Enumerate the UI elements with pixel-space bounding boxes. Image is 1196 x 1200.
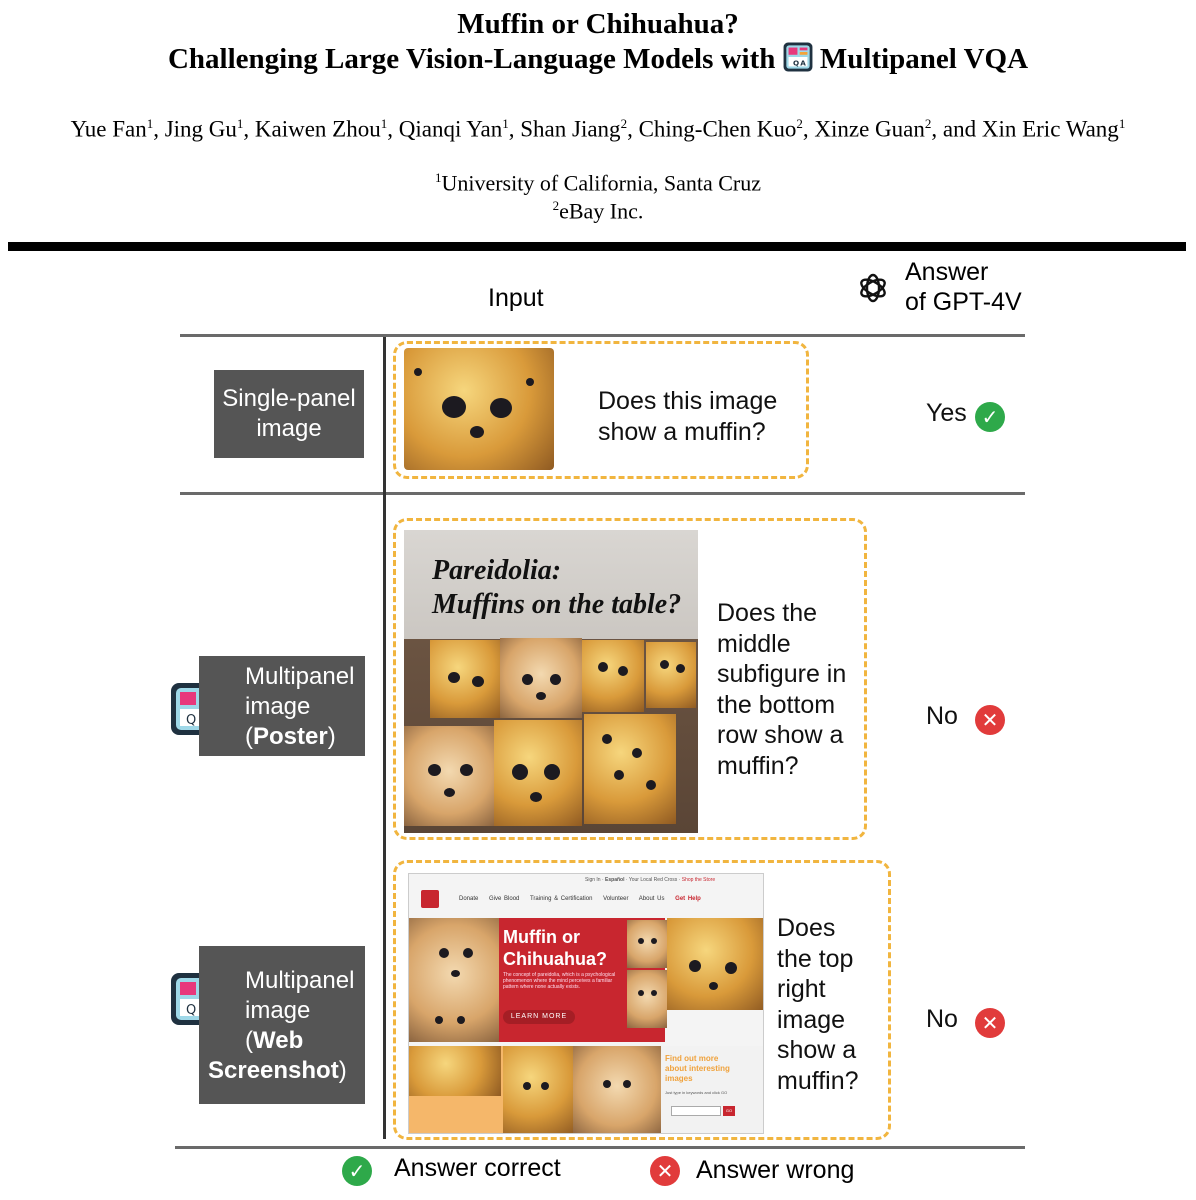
poster-tile-chihuahua: [404, 726, 494, 826]
web-nav: Donate Give Blood Training & Certification Volunteer About Us Get Help: [459, 896, 701, 902]
author-separator: , and: [931, 116, 982, 142]
svg-text:A: A: [799, 58, 806, 68]
author-name: Xinze Guan: [814, 116, 925, 142]
web-hero-body: The concept of pareidolia, which is a psychological phenomenon where the mind perceives a familiar pattern where none actually exists.: [503, 972, 616, 990]
column-header-answer: Answer of GPT-4V: [905, 258, 1022, 316]
row-label-web-screenshot: Multipanel image (Web Screenshot): [199, 946, 365, 1104]
web-tile-chihuahua: [627, 970, 667, 1028]
poster-tile-muffin: [584, 714, 676, 824]
author-affiliation-mark: 1: [1118, 116, 1126, 131]
question-single: Does this image show a muffin?: [598, 387, 778, 446]
author-name: Xin Eric Wang: [981, 116, 1119, 142]
table-rule-middle: [180, 492, 1025, 495]
web-go-button: GO: [723, 1106, 735, 1116]
row-label-single-panel: Single-panel image: [214, 370, 364, 458]
answer-single: Yes: [926, 399, 967, 427]
author-name: Qianqi Yan: [398, 116, 503, 142]
cross-icon: ✕: [975, 705, 1005, 735]
affiliation-1: $^1$University of California, Santa Cruz: [434, 170, 762, 196]
openai-logo-icon: [855, 270, 891, 306]
web-tile-chihuahua: [573, 1046, 661, 1134]
poster-title: Pareidolia: Muffins on the table?: [432, 555, 682, 620]
author-affiliation-mark: 2: [620, 116, 628, 131]
single-muffin-image: [404, 348, 554, 470]
question-web: Does the top right image show a muffin?: [777, 914, 859, 1095]
author-separator: ,: [387, 116, 399, 142]
row-label-poster: Multipanel image (Poster): [199, 656, 365, 756]
table-vertical-rule: [383, 337, 386, 1139]
web-hero-chihuahua: [409, 918, 499, 1042]
web-tile-chihuahua: [627, 920, 667, 968]
web-logo: [421, 890, 439, 908]
author-name: Kaiwen Zhou: [254, 116, 381, 142]
answer-web: No: [926, 1005, 958, 1033]
web-promo-title: Find out more about interesting images: [665, 1054, 730, 1083]
title-suffix: Multipanel VQA: [819, 43, 1029, 75]
title-prefix: Challenging Large Vision-Language Models with: [167, 43, 776, 75]
svg-text:Q: Q: [792, 58, 799, 68]
author-affiliation-mark: 1: [380, 116, 388, 131]
web-promo-hint: Just type in keywords and click GO: [665, 1090, 728, 1095]
table-rule-top: [180, 334, 1025, 337]
poster-tile-muffin: [646, 642, 696, 708]
author-separator: ,: [508, 116, 521, 142]
web-tile-muffin-top-right: [667, 918, 764, 1010]
author-separator: ,: [627, 116, 639, 142]
web-top-bar: Sign In · Español · Your Local Red Cross · Shop the Store: [585, 877, 716, 883]
answer-poster: No: [926, 702, 958, 730]
author-affiliation-mark: 2: [796, 116, 803, 131]
poster-tile-muffin: [430, 640, 500, 718]
cross-icon: ✕: [650, 1156, 680, 1186]
author-affiliation-mark: 1: [146, 116, 154, 131]
author-affiliation-mark: 1: [502, 116, 509, 131]
column-header-input: Input: [488, 284, 544, 312]
author-affiliation-mark: 1: [236, 116, 244, 131]
paper-title-line1: Muffin or Chihuahua?: [457, 8, 739, 40]
poster-tile-chihuahua: [500, 638, 582, 718]
web-search-input: [671, 1106, 721, 1116]
web-tile-muffins: [409, 1046, 501, 1096]
author-separator: ,: [153, 116, 165, 142]
poster-tile-muffin-middle: [494, 720, 582, 826]
legend-correct: Answer correct: [394, 1154, 561, 1182]
svg-text:Q: Q: [186, 713, 197, 728]
svg-text:Q: Q: [186, 1003, 197, 1018]
paper-title-line2: [0, 42, 1196, 76]
table-rule-bottom: [175, 1146, 1025, 1149]
author-list: [0, 116, 1196, 143]
poster-tile-muffin: [582, 640, 644, 712]
author-affiliation-mark: 2: [924, 116, 932, 131]
author-name: Yue Fan: [70, 116, 147, 142]
header-divider: [8, 242, 1186, 251]
web-learn-more-button: LEARN MORE: [503, 1010, 575, 1024]
qa-logo-icon: [783, 42, 813, 72]
cross-icon: ✕: [975, 1008, 1005, 1038]
author-name: Jing Gu: [164, 116, 237, 142]
affiliation-2: $^2$eBay Inc.: [552, 198, 644, 224]
author-separator: ,: [802, 116, 815, 142]
legend-wrong: Answer wrong: [696, 1156, 855, 1184]
web-hero-title: Muffin or Chihuahua?: [503, 927, 607, 969]
poster-image: [404, 530, 698, 833]
question-poster: Does the middle subfigure in the bottom row show a muffin?: [717, 599, 847, 780]
author-name: Shan Jiang: [520, 116, 621, 142]
check-icon: ✓: [342, 1156, 372, 1186]
check-icon: ✓: [975, 402, 1005, 432]
author-separator: ,: [243, 116, 255, 142]
web-screenshot-image: [408, 873, 764, 1134]
author-name: Ching-Chen Kuo: [638, 116, 797, 142]
web-tile-muffin: [503, 1046, 573, 1134]
